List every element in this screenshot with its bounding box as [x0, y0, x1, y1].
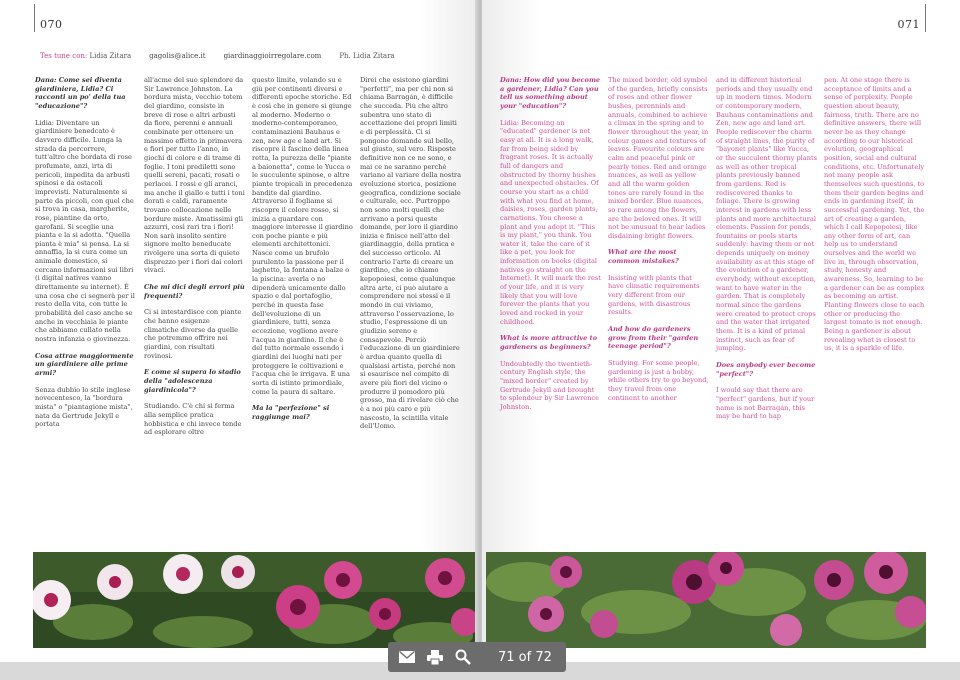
right-column-3	[716, 76, 817, 429]
viewer-toolbar	[388, 642, 566, 672]
page-counter: 71 of 72	[498, 649, 552, 665]
paragraph-en-c3-3: I would say that there are "perfect" gardens, but if your name is not Barragán, this may be hard to hap	[716, 386, 815, 421]
flowers-photo-left	[33, 552, 475, 648]
right-column-1	[500, 76, 601, 420]
page-marker-line	[925, 4, 926, 32]
envelope-icon[interactable]	[398, 648, 416, 666]
question-en-c2-2: What are the most common mistakes?	[608, 248, 679, 266]
credits-text-label: Tes tune con:	[40, 52, 88, 60]
paragraph-en-c1-2: Lidia: Becoming an "educated" gardener is not easy at all. It is a long walk, far from being sided by fragrant roses. It is actually full of dangers and obstructed by thorny bushes and unexpected obstacles. Of course you start as a child with what you find at home, daisies, roses, garden plants, carnations. You choose a plant and you adopt it. "This is my plant," you think. You water it, take the care of it like a pet, you look for information on books (digital natives go straight on the Internet). It will mark the rest of your life, and it is very likely that you will love forever the plants that you loved and rocked in your childhood.	[500, 118, 601, 326]
credits-email-link[interactable]: gagolis@alice.it	[149, 52, 206, 60]
question-en-c1-1: Dana: How did you become a gardener, Lidia? Can you tell us something about your "education"?	[500, 76, 601, 110]
paragraph-en-c2-1: The mixed border, old symbol of the garden, briefly consists of roses and other flower bushes, perennials and annuals, combined to achieve a climax in the spring and to flower throughout the year, in colour games and textures of leaves. Favourite colours are calm and peaceful pink or pearly tones. Red and orange nuances, as well as yellow and all the warm golden tones are rarely found in the mixed border. Blue nuances, so rare among the flowers, are the beloved ones. It will not be unusual to hear ladies disdaining bright flowers.	[608, 76, 709, 240]
paragraph-en-c2-5: Studying. For some people, gardening is just a hobby, while others try to go beyond, they travel from one continent to another	[608, 359, 709, 402]
credits-line	[40, 52, 395, 60]
paragraph-it-c1-4: Senza dubbio lo stile inglese novecentesco, la "bordura mista" o "piantagione mista", nata da Gertrude Jekyll e portata	[35, 385, 133, 429]
flowers-photo-right	[486, 552, 926, 648]
left-column-2	[144, 76, 245, 445]
question-it-c1-1: Dana: Come sei diventa giardiniera, Lidia? Ci racconti un po' della tua "educazione"?	[35, 76, 126, 110]
paragraph-it-c1-2: Lidia: Diventare un giardiniere benedcato è davvero difficile. Lunga la strada da percorrere, tutt'altro che bordata di rose profumate, anzi, irta di pericoli, impedita da arbusti spinosi e da ostacoli imprevisti. Naturalmente si parte da piccoli, con quel che si trova in casa, margherite, rose, piantine da orto, garofani. Si sceglie una pianta e la si adotta. "Quella pianta è mia" si pensa. La si annaffia, la si cura come un animale domestico, si cercano informazioni sui libri (i digital natives vanno direttamente su internet). È una cosa che ci segnerà per il resto della vita, con tutte le probabilità del caso anche se anche in vecchiaia le piante che abbiamo cullato nella nostra infanzia o giovinezza.	[35, 118, 135, 344]
printer-icon[interactable]	[426, 648, 444, 666]
credits-author: Lidia Zitara	[89, 52, 132, 60]
page-number-right: 071	[897, 18, 920, 31]
paragraph-en-c2-3: Insisting with plants that have climatic requirements very different from our gardens, with disastrous results.	[608, 273, 700, 317]
left-column-3	[252, 76, 353, 430]
paragraph-en-c3-1: and in different historical periods and they usually end up in modern times. Modern or contemporary modern, Bauhaus contaminations and Zen, new age and land art. People rediscover the charm of straight lines, the purity of "bayonet plants" like Yucca, or the succulent thorny plants as well as other tropical plants previously banned from gardens. Red is rediscovered thanks to foliage. There is growing interest in gardens with less plants and more architectural elements. Passion for ponds, fountains or pools starts suddenly: having them or not depends uniquely on money availability as at this stage of the evolution of a gardener, everybody, without exception, want to have water in the garden. That is completely normal since the gardens were created to protect crops and the water that irrigated them. It is a kind of primal instinct, such as fear of jumping.	[716, 76, 818, 353]
page-number-left: 070	[40, 18, 63, 31]
question-it-c2-4: E come si supera lo stadio della "adolescenza giardinicola"?	[144, 368, 241, 394]
right-column-2	[608, 76, 709, 410]
right-page	[482, 0, 960, 662]
credits-website-link[interactable]: giardinaggioirregolare.com	[223, 52, 322, 60]
question-it-c3-2: Ma la "perfezione" si raggiunge mai?	[252, 404, 330, 421]
magnifier-icon[interactable]	[454, 648, 472, 666]
paragraph-en-c4-1: pen. At one stage there is acceptance of limits and a sense of perplexity. People question about beauty, fairness, truth. There are no definitive answers, there will never be as they change according to our historical evolution, geographical position, social and cultural conditions, etc. Unfortunately not many people ask themselves such questions, to them their garden begins and ends in gardening itself, in successful gardening. Yet, the art of creating a garden, which I call Kepopoiesi, like any other form of art, can help us to understand ourselves and the world we live in, through observation, study, honesty and awareness. So, learning to be a gardener can be as complex as becoming an artist. Planting flowers close to each other or producing the largest tomato is not enough. Being a gardener is about revealing what is closest to us, it is a sparkle of life.	[824, 76, 925, 353]
paragraph-en-c1-4: Undoubtedly the twentieth-century English style, the "mixed border" created by Gertrude Jekyll and brought to splendour by Sir Lawrence Johnston.	[500, 359, 600, 411]
question-it-c1-3: Cosa attrae maggiormente un giardiniere alle prime armi?	[35, 351, 134, 377]
paragraph-it-c2-5: Studiando. C'è chi si ferma alla semplice pratica hobbistica e chi invece tende ad esplorare oltre	[144, 402, 242, 437]
credits-photographer: Ph. Lidia Zitara	[339, 52, 395, 60]
right-column-4	[824, 76, 925, 361]
paragraph-it-c3-1: questo limite, volando su e giù per continenti diversi e differenti epoche storiche. Ed è così che in genere si giunge al moderno. Moderno o moderno-contemporaneo, contaminazioni Bauhaus e zen, new age e land art. Si riscopre il fascino della linea retta, la purezza delle "piante a baionetta", come le Yucca o le succulente spinose, o altre piante tropicali in precedenza bandite dal giardino. Attraverso il fogliame si riscopre il colore rosso, si inizia a guardare con maggiore interesse il giardino con poche piante e più elementi architettonici. Nasce come un brufolo purulento la passione per il laghetto, la fontana a balze o la piscina: averla o no dipenderà unicamente dallo spazio e dal portafoglio, perché in questa fase dell'evoluzione di un giardiniere, tutti, senza eccezione, vogliono avere l'acqua in giardino. Il che è del tutto normale essendo i giardini dei luoghi nati per proteggere le coltivazioni e l'acqua che le irrigava. È una sorta di istinto primordiale, come la paura di saltare.	[252, 76, 353, 396]
paragraph-it-c2-3: Ci si intestardisce con piante che hanno esigenze climatiche diverse da quelle che potremmo offrire nei giardini, con risultati rovinosi.	[144, 308, 242, 360]
question-en-c2-4: And how do gardeners grow from their "garden teenage period"?	[608, 325, 699, 351]
question-en-c3-2: Does anybody ever become "perfect"?	[716, 361, 816, 378]
paragraph-it-c2-1: all'acme del suo splendore da Sir Lawrence Johnston. La bordura mista, vecchio totem del giardino, consiste in breve di rose e altri arbusti da fiore, perenni e annuali combinate per ottenere un massimo effetto in primavera e fiori per tutto l'anno, in giochi di colore e di trame di foglie. I toni prediletti sono quelli sereni, pacati, rosati o perlacei. I rossi e gli aranci, ma anche il giallo e tutti i toni dorati e caldi, raramente trovano collocazione nelle bordure miste. Amatissimi gli azzurri, così rari tra i fiori! Non sarà insolito sentire signore molto beneducate rivolgere una sorta di quieto disprezzo per i fiori dai colori vivaci.	[144, 76, 245, 275]
left-column-1	[35, 76, 136, 437]
question-it-c2-2: Che mi dici degli errori più frequenti?	[144, 283, 245, 300]
left-page	[0, 0, 478, 662]
paragraph-it-c4-1: Direi che esistono giardini "perfetti", ma per chi non si chiama Barragán, è difficile che succeda. Più che altro subentra uno stato di accettazione dei propri limiti e di perplessità. Ci si pongono domande sul bello, sul giusto, sul vero. Risposte definitive non ce ne sono, e mai ce ne saranno perché variano al variare della nostra evoluzione storica, posizione geografica, condizione sociale e culturale, ecc. Purtroppo non sono molti quelli che arrivano a porsi queste domande, per loro il giardino inizia e finisce nell'atto del giardinaggio, della pratica e del successo orticolo. Al contrario l'arte di creare un giardino, che io chiamo kepopoiesi, come qualunque altra arte, ci può aiutare a comprendere noi stessi e il mondo in cui viviamo, attraverso l'osservazione, lo studio, l'espressione di un giudizio sereno e consapevole. Perciò l'educazione di un giardiniere è ardua quanto quella di qualsiasi artista, perché non si esaurisce nel compito di avere più fiori del vicino o produrre il pomodoro più grosso, ma di rivelare ciò che è a noi più caro e più nascosto, la scintilla vitale dell'Uomo.	[360, 76, 461, 431]
left-column-4	[360, 76, 461, 439]
question-en-c1-3: What is more attractive to gardeners as beginners?	[500, 334, 598, 352]
page-marker-line	[34, 4, 35, 32]
